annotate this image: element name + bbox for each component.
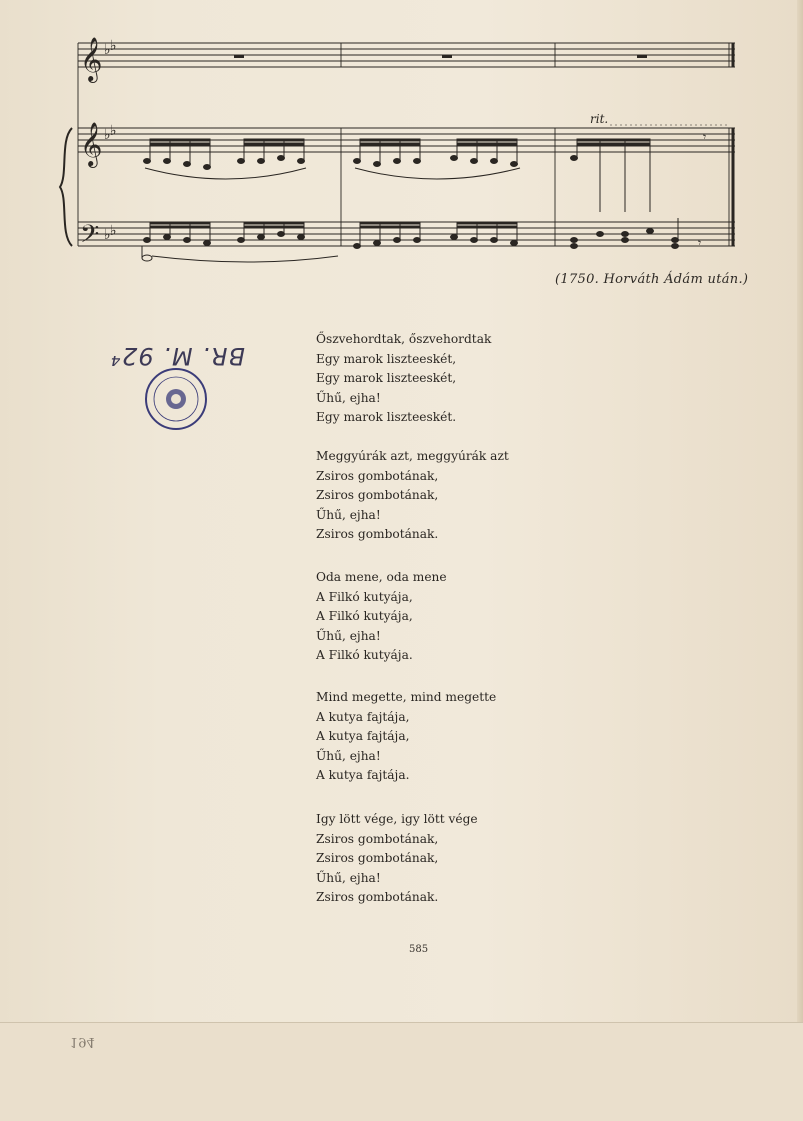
lyric-line: Zsiros gombotának, [316,831,439,846]
music-attribution: (1750. Horváth Ádám után.) [555,272,749,287]
lyric-line: Űhű, ejha! [316,628,381,643]
stanza-5 [316,810,478,908]
lyric-line: Őszvehordtak, őszvehordtak [316,332,492,346]
bass-clef-icon: 𝄢 [80,220,100,255]
svg-text:𝄾: 𝄾 [703,130,707,144]
lyric-line: Zsiros gombotának, [316,851,439,865]
lyric-line: Zsiros gombotának. [316,890,439,904]
tempo-marking: rit. [590,112,609,126]
svg-text:♭: ♭ [110,223,117,239]
lyric-line: A Filkó kutyája, [316,609,413,623]
library-shelf-mark: BR. M. 92⁴ [110,342,245,370]
lyric-line: Űhű, ejha! [316,390,381,405]
lyric-line: A kutya fajtája. [316,768,410,782]
svg-text:♭: ♭ [110,38,117,54]
lyric-line: Meggyúrák azt, meggyúrák azt [316,449,509,463]
folded-page-bottom [0,1022,803,1121]
lyric-line: A Filkó kutyája. [316,648,413,662]
lyric-line: Űhű, ejha! [316,507,381,522]
lyric-line: Oda mene, oda mene [316,570,447,584]
svg-text:♭: ♭ [110,123,117,139]
stanza-3 [316,568,447,666]
lyric-line: Űhű, ejha! [316,870,381,885]
lyric-line: A kutya fajtája, [316,709,410,724]
svg-text:♭: ♭ [104,127,111,143]
svg-text:♭: ♭ [104,227,111,243]
library-stamp-icon [143,366,209,432]
lyric-line: Egy marok liszteeskét, [316,371,457,385]
music-score [0,0,803,300]
stanza-2 [316,447,509,545]
bleed-through-page-number: 194 [70,1034,95,1049]
stanza-4 [316,688,496,786]
vocal-staff [78,43,735,67]
treble-clef-icon: 𝄞 [80,122,103,166]
lyric-line: Igy lött vége, igy lött vége [316,812,478,826]
svg-text:♭: ♭ [104,42,111,58]
lyric-line: Zsiros gombotának. [316,527,439,541]
lyric-line: A kutya fajtája, [316,729,410,743]
treble-clef-icon: 𝄞 [80,37,103,81]
treble-notes [144,130,707,212]
lyric-line: A Filkó kutyája, [316,589,413,604]
svg-text:𝄾: 𝄾 [698,236,702,250]
lyric-line: Mind megette, mind megette [316,690,497,704]
stanza-1 [316,330,491,428]
lyric-line: Űhű, ejha! [316,748,381,763]
page-number: 585 [409,944,429,955]
lyric-line: Egy marok liszteeskét, [316,351,457,366]
lyric-line: Egy marok liszteeskét. [316,410,457,424]
lyric-line: Zsiros gombotának, [316,488,439,502]
lyric-line: Zsiros gombotának, [316,468,439,483]
